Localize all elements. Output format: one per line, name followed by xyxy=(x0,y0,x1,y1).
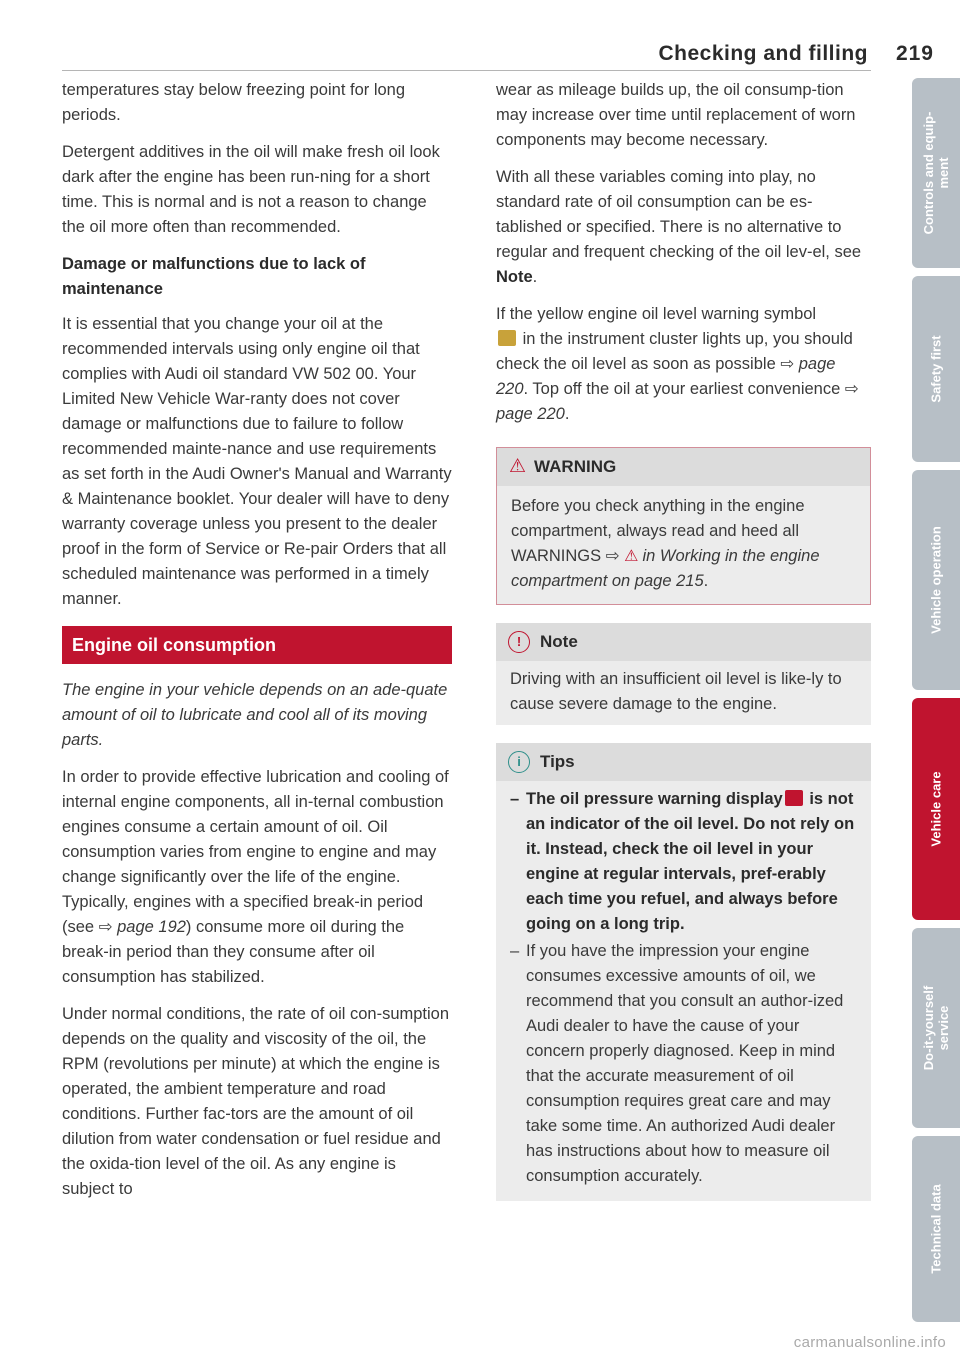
tab-safety-first[interactable] xyxy=(912,276,960,462)
tips-header xyxy=(496,743,871,781)
note-title: Note xyxy=(540,632,578,651)
warning-body xyxy=(497,486,870,604)
paragraph: Under normal conditions, the rate of oil con-sumption depends on the quality and viscosity of the oil, the RPM (revolutions per minute) at which the engine is operated, the ambient temperature and road conditions. Further fac-tors are the amount of oil dilution from water condensation or fuel residue and the oxida-tion level of the oil. As any engine is subject to xyxy=(62,1005,450,1198)
tips-box xyxy=(496,743,871,1201)
text: . xyxy=(703,572,709,590)
tab-vehicle-operation[interactable] xyxy=(912,470,960,690)
warning-triangle-icon: ⚠ xyxy=(509,456,527,477)
page-number: 219 xyxy=(895,42,934,65)
header-title: Checking and filling xyxy=(658,42,868,65)
text: . Top off the oil at your earliest convenience xyxy=(523,380,845,398)
note-exclamation-icon: ! xyxy=(508,631,530,653)
warning-triangle-icon: ⚠ xyxy=(624,548,639,565)
oil-level-warning-icon xyxy=(498,330,516,346)
warning-title: WARNING xyxy=(534,457,617,476)
header-rule xyxy=(62,70,871,71)
note-reference: Note xyxy=(496,268,533,286)
text: If the yellow engine oil level warning symbol xyxy=(496,305,817,323)
right-column xyxy=(496,78,871,1201)
text: With all these variables coming into play, no standard rate of oil consumption can be es-tablished or specified. There is no alternative to regular and frequent checking of the oil lev-el, see xyxy=(496,168,862,261)
text: The oil pressure warning display xyxy=(526,790,783,808)
page-ref-link[interactable]: ⇨ page 220 xyxy=(496,380,859,423)
paragraph: Detergent additives in the oil will make fresh oil look dark after the engine has been run-ning for a short time. This is normal and is not a reason to change the oil more often than recommended. xyxy=(62,143,440,236)
subheading: Damage or malfunctions due to lack of maintenance xyxy=(62,255,366,298)
tab-vehicle-care[interactable] xyxy=(912,698,960,920)
text: in the instrument cluster lights up, you should check the oil level as soon as possible xyxy=(496,330,853,373)
text: If you have the impression your engine consumes excessive amounts of oil, we recommend that you consult an author-ized Audi dealer to have the cause of your concern properly diagnosed. Keep in mind that the accurate measurement of oil consumption requires great care and may take some time. An authorized Audi dealer has instructions about how to measure oil consumption accurately. xyxy=(526,942,844,1185)
tip-item: – The oil pressure warning display is not an indicator of the oil level. Do not rely on it. Instead, check the oil level in your engine at regular intervals, pref-erably each time you refuel, and always before going on a long trip. xyxy=(510,790,855,933)
paragraph xyxy=(62,765,452,990)
left-column xyxy=(62,78,452,1214)
text: . xyxy=(532,268,538,286)
section-intro: The engine in your vehicle depends on an ade-quate amount of oil to lubricate and cool all of its moving parts. xyxy=(62,681,448,749)
text: ) consume more oil during the break-in period than they consume after oil consumption has stabilized. xyxy=(62,918,405,986)
text: Before you check anything in the engine compartment, always read and heed all WARNINGS ⇨ xyxy=(511,497,805,565)
paragraph: It is essential that you change your oil at the recommended intervals using only engine oil that complies with Audi oil standard VW 502 00. Your Limited New Vehicle War-ranty does not cover damage or malfunctions due to failure to follow recommended mainte-nance and use requirements as set forth in the Audi Owner's Manual and Warranty & Maintenance booklet. Your dealer will have to deny warranty coverage unless you present to the dealer proof in the form of Service or Re-pair Orders that all scheduled maintenance was performed in a timely manner. xyxy=(62,315,452,608)
tab-label: Technical data xyxy=(928,1184,944,1274)
section-title: Engine oil consumption xyxy=(62,626,452,664)
note-body: Driving with an insufficient oil level is like-ly to cause severe damage to the engine. xyxy=(496,661,871,725)
warning-header xyxy=(497,448,870,486)
tab-label: Safety first xyxy=(928,335,944,403)
tab-label: Vehicle operation xyxy=(928,526,944,634)
page-ref-link[interactable]: ⇨ page 220 xyxy=(496,355,836,398)
text: . xyxy=(564,405,570,423)
tab-technical-data[interactable] xyxy=(912,1136,960,1322)
tips-body xyxy=(496,781,871,1201)
tab-do-it-yourself-service[interactable] xyxy=(912,928,960,1128)
tip-item: – If you have the impression your engine consumes excessive amounts of oil, we recommend that you consult an author-ized Audi dealer to have the cause of your concern properly diagnosed. Keep in mind that the accurate measurement of oil consumption requires great care and may take some time. An authorized Audi dealer has instructions about how to measure oil consumption accurately. xyxy=(510,942,844,1185)
tips-info-icon: i xyxy=(508,751,530,773)
text: is not an indicator of the oil level. Do not rely on it. Instead, check the oil level in your engine at regular intervals, pref-erably each time you refuel, and always before going on a long trip. xyxy=(526,790,855,933)
paragraph: wear as mileage builds up, the oil consump-tion may increase over time until replacement of worn components may become necessary. xyxy=(496,81,856,149)
page-ref-link[interactable]: ⇨ page 192 xyxy=(98,918,186,936)
page-ref-link[interactable]: in Working in the engine compartment on page 215 xyxy=(511,547,820,590)
note-box xyxy=(496,623,871,725)
paragraph xyxy=(496,302,871,427)
note-header xyxy=(496,623,871,661)
tips-title: Tips xyxy=(540,752,575,771)
text: In order to provide effective lubrication and cooling of internal engine components, all in-ternal combustion engines consume a certain amount of oil. Oil consumption varies from engine to engine and may change significantly over the life of the engine. Typically, engines with a specified break-in period (see xyxy=(62,768,449,936)
paragraph xyxy=(496,165,871,290)
tab-controls-and-equipment[interactable] xyxy=(912,78,960,268)
warning-box xyxy=(496,447,871,605)
tab-label: Vehicle care xyxy=(928,771,944,847)
watermark: carmanualsonline.info xyxy=(793,1334,946,1351)
paragraph: temperatures stay below freezing point for long periods. xyxy=(62,81,406,124)
tab-label: Do-it-yourself service xyxy=(921,985,951,1071)
tab-label: Controls and equip- ment xyxy=(921,111,951,235)
oil-pressure-warning-icon xyxy=(785,790,803,806)
